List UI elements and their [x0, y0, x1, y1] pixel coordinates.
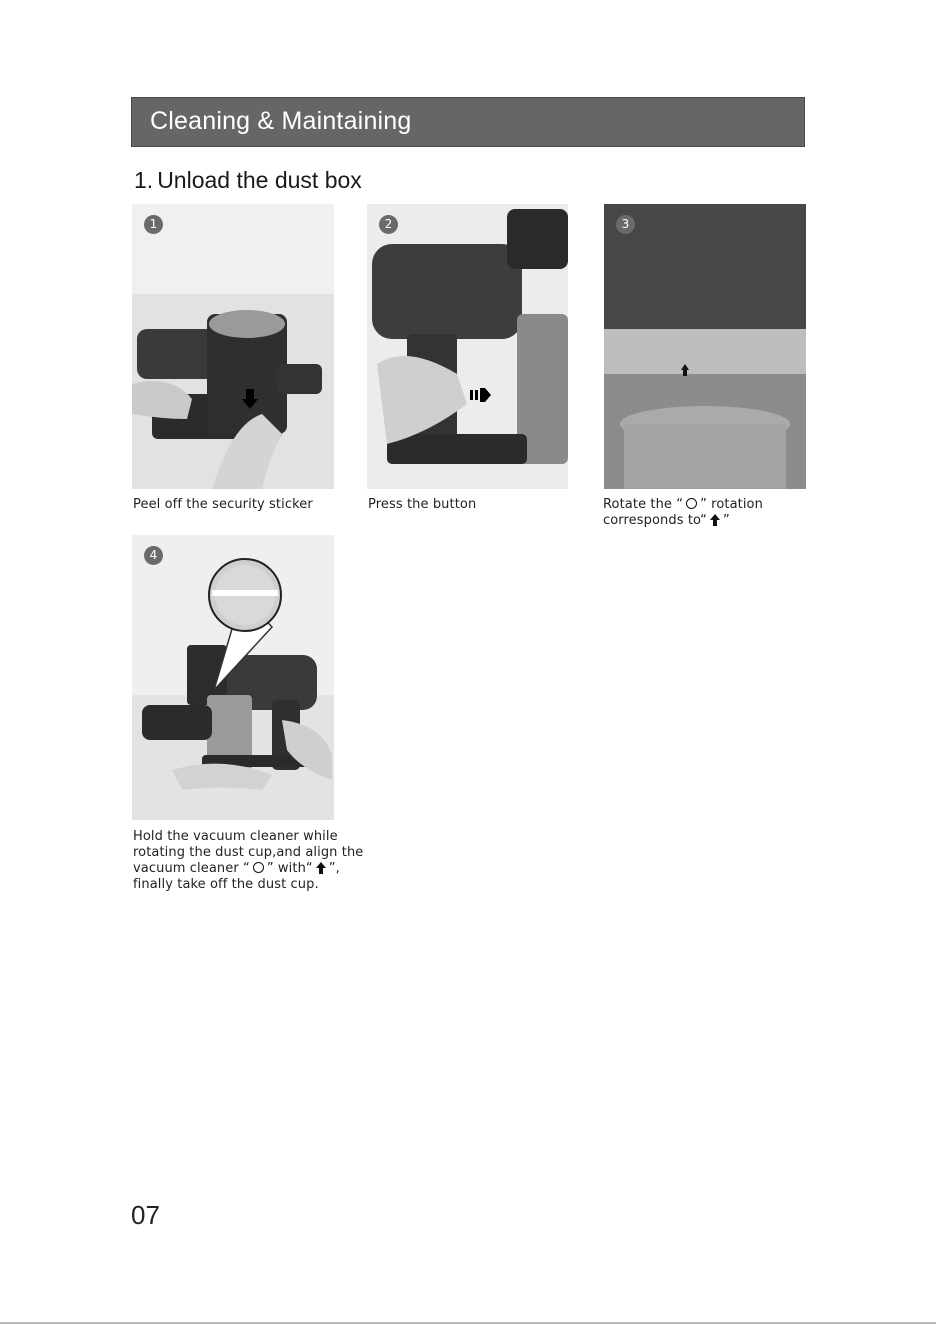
- step-4-photo: [132, 535, 334, 820]
- circle-mark-icon: [253, 862, 264, 873]
- step-3-photo: [604, 204, 806, 489]
- step-4-caption-text: ”,: [328, 861, 340, 876]
- step-4-caption-line: rotating the dust cup,and align the: [133, 845, 364, 860]
- step-2-photo: [367, 204, 568, 489]
- step-4-caption-text: vacuum cleaner “: [133, 861, 250, 876]
- step-3-illustration: [604, 204, 806, 489]
- section-heading: [134, 167, 362, 194]
- section-number: 1.: [134, 167, 154, 193]
- step-4-caption-line: Hold the vacuum cleaner while: [133, 829, 338, 844]
- step-1-badge: 1: [144, 215, 163, 234]
- step-4-caption: [133, 829, 363, 893]
- section-banner: [131, 97, 805, 147]
- step-3-badge: 3: [616, 215, 635, 234]
- step-1-photo: [132, 204, 334, 489]
- step-3-caption-text: ” rotation: [700, 497, 763, 512]
- step-2-badge: 2: [379, 215, 398, 234]
- step-4-caption-text: ” with“: [266, 861, 313, 876]
- page-number: 07: [131, 1200, 160, 1230]
- step-4-caption-line: finally take off the dust cup.: [133, 877, 319, 892]
- step-3-caption-text: corresponds to“: [603, 513, 707, 528]
- step-1-caption: Peel off the security sticker: [133, 497, 313, 512]
- step-3-caption-text: Rotate the “: [603, 497, 684, 512]
- step-2-caption: Press the button: [368, 497, 477, 512]
- up-arrow-icon: [710, 514, 720, 526]
- up-arrow-icon: [316, 862, 326, 874]
- step-4-badge: 4: [144, 546, 163, 565]
- step-3-caption-text: ”: [723, 513, 730, 528]
- step-4-illustration: [132, 535, 334, 820]
- banner-title: Cleaning & Maintaining: [150, 107, 412, 135]
- step-1-illustration: [132, 204, 334, 489]
- section-title: Unload the dust box: [157, 167, 362, 193]
- step-3-caption: [603, 497, 763, 529]
- step-2-illustration: [367, 204, 568, 489]
- circle-mark-icon: [686, 498, 697, 509]
